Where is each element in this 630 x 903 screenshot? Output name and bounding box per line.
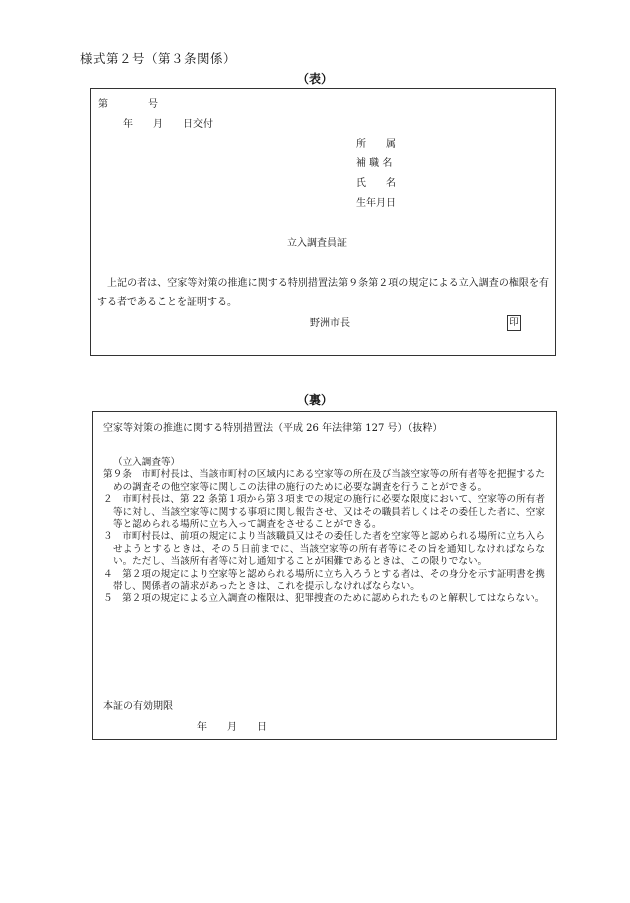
article-9-paragraph-3: ３ 市町村長は、前項の規定により当該職員又はその委任した者を空家等と認められる場所に立ち入らせようとするときは、その５日前までに、当該空家等の所有者等にその旨を通知しなければならない。ただし、当該所有者等に対し通知することが困難であるときは、この限りでない。 [103,531,545,568]
issue-date: 年 月 日交付 [123,119,213,130]
seal-mark: 印 [507,315,521,331]
field-birthdate: 生年月日 [356,198,396,209]
certificate-number: 第 号 [98,99,158,110]
field-name: 氏 名 [356,178,396,189]
article-9-paragraph-2: ２ 市町村長は、第 22 条第１項から第３項までの規定の施行に必要な限度において、空家等の所有者等に対し、当該空家等に関する事項に関し報告させ、又はその職員若しくはその委任した者に、空家等と認められる場所に立ち入って調査をさせることができる。 [103,494,545,531]
certificate-title: 立入調査員証 [287,238,347,249]
article-9: 第９条 市町村長は、当該市町村の区域内にある空家等の所在及び当該空家等の所有者等を把握するための調査その他空家等に関しこの法律の施行のために必要な調査を行うことができる。 [103,469,545,493]
certificate-body: 上記の者は、空家等対策の推進に関する特別措置法第９条第２項の規定による立入調査の権限を有する者であることを証明する。 [97,278,549,308]
issuer: 野洲市長 [310,318,350,329]
article-9-paragraph-5: ５ 第２項の規定による立入調査の権限は、犯罪捜査のために認められたものと解釈してはならない。 [103,593,545,605]
front-side-label: （表） [296,72,333,86]
field-position: 補 職 名 [356,158,393,169]
law-excerpt [103,457,545,606]
form-number: 様式第２号（第３条関係） [80,51,237,66]
field-affiliation: 所 属 [356,139,396,150]
article-9-paragraph-4: ４ 第２項の規定により空家等と認められる場所に立ち入ろうとする者は、その身分を示す証明書を携帯し、関係者の請求があったときは、これを提示しなければならない。 [103,568,545,593]
certificate-front [90,88,556,356]
validity-label: 本証の有効期限 [103,701,173,712]
article-caption: （立入調査等） [113,457,181,468]
certificate-back [92,411,557,740]
back-side-label: （裏） [296,393,333,407]
validity-date: 年 月 日 [197,722,267,733]
law-title: 空家等対策の推進に関する特別措置法（平成 26 年法律第 127 号）（抜粋） [103,423,443,434]
